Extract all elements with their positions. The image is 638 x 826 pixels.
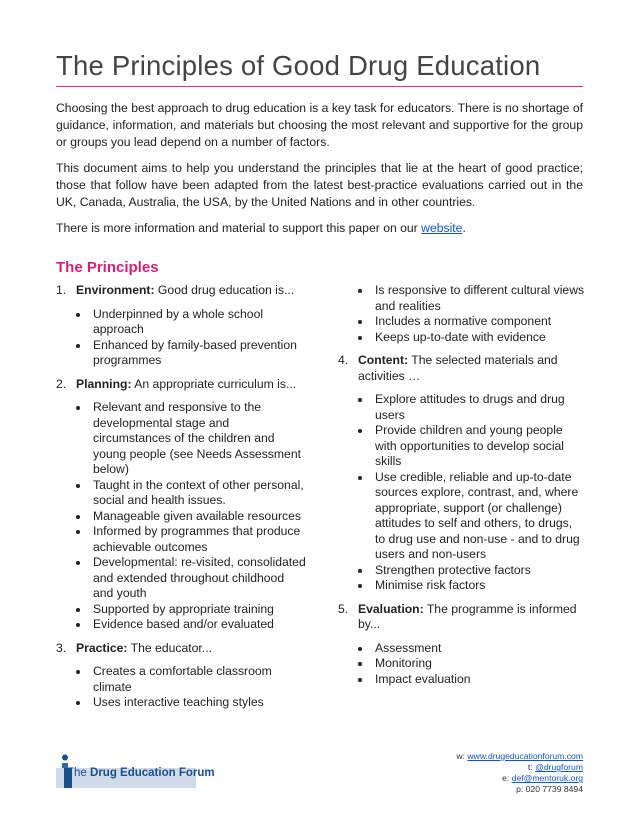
- principle-label: Evaluation:: [358, 601, 424, 616]
- contact-website: [456, 751, 583, 762]
- principle-evaluation: [338, 602, 585, 688]
- bullet-list: [56, 307, 306, 369]
- list-item: Informed by programmes that produce achievable outcomes: [56, 524, 306, 555]
- contact-email-link[interactable]: def@mentoruk.org: [511, 773, 583, 783]
- contact-phone-label: p:: [516, 784, 526, 794]
- principle-header: [338, 602, 585, 633]
- principle-text: An appropriate curriculum is...: [131, 376, 297, 391]
- principles-left-column: [56, 283, 306, 719]
- page-title: The Principles of Good Drug Education: [56, 50, 541, 81]
- list-item: Strengthen protective factors: [338, 563, 585, 579]
- list-item: Manageable given available resources: [56, 509, 306, 525]
- principle-label: Practice:: [76, 640, 128, 655]
- list-item: Underpinned by a whole school approach: [56, 307, 306, 338]
- principle-text: The selected materials and activities …: [358, 353, 558, 383]
- list-item: Use credible, reliable and up-to-date sources explore, contrast, and, where appropriate, support (or challenge) attitudes to self and others, to drugs, to drug use and non-use - and to drug users and non-users: [338, 470, 585, 563]
- intro-paragraph-3-text: There is more information and material to support this paper on our: [56, 221, 422, 235]
- list-item: Impact evaluation: [338, 672, 585, 688]
- bullet-list: [56, 400, 306, 633]
- contact-block: [456, 751, 583, 795]
- list-item: Enhanced by family-based prevention programmes: [56, 338, 306, 369]
- principle-label: Content:: [358, 353, 409, 367]
- contact-twitter-label: t:: [527, 762, 536, 772]
- principle-text: Good drug education is...: [154, 283, 295, 297]
- principle-environment: [56, 283, 306, 369]
- website-link[interactable]: website: [421, 221, 463, 235]
- contact-twitter-link[interactable]: @drugforum: [535, 762, 583, 772]
- principles-right-column: [338, 283, 585, 695]
- bullet-list-practice-continued: [338, 283, 585, 345]
- principle-header: [338, 353, 585, 384]
- contact-twitter: [456, 762, 583, 773]
- intro-section: [56, 100, 583, 246]
- principle-number: 4.: [338, 353, 349, 367]
- list-item: Keeps up-to-date with evidence: [338, 330, 585, 346]
- intro-paragraph-3-end: .: [462, 221, 466, 235]
- logo-prefix: The: [67, 767, 91, 779]
- list-item: Provide children and young people with opportunities to develop social skills: [338, 423, 585, 470]
- bullet-list: [338, 641, 585, 688]
- list-item: Includes a normative component: [338, 314, 585, 330]
- list-item: Is responsive to different cultural views and realities: [338, 283, 585, 314]
- list-item: Relevant and responsive to the developmental stage and circumstances of the children and young people (see Needs Assessment below): [56, 400, 306, 478]
- title-divider: [56, 86, 583, 87]
- principle-number: 3.: [56, 640, 67, 655]
- list-item: Assessment: [338, 641, 585, 657]
- principle-planning: [56, 377, 306, 633]
- principle-number: 2.: [56, 376, 67, 391]
- drug-education-forum-logo: [56, 754, 215, 788]
- logo-name: Drug Education Forum: [90, 767, 215, 779]
- list-item: Evidence based and/or evaluated: [56, 617, 306, 633]
- principle-label: Planning:: [76, 376, 132, 391]
- principles-heading: The Principles: [56, 259, 159, 276]
- contact-website-link[interactable]: www.drugeducationforum.com: [467, 751, 583, 761]
- bullet-list: [338, 392, 585, 594]
- principle-number: 1.: [56, 283, 67, 297]
- principle-practice: [56, 641, 306, 711]
- principle-content: [338, 353, 585, 594]
- contact-website-label: w:: [456, 751, 468, 761]
- list-item: Monitoring: [338, 656, 585, 672]
- intro-paragraph-3: [56, 220, 583, 237]
- contact-phone-value: 020 7739 8494: [525, 784, 583, 794]
- contact-phone: [456, 784, 583, 795]
- principle-header: [56, 377, 306, 393]
- intro-paragraph-2: This document aims to help you understand the principles that lie at the heart of good practice; those that follow have been adapted from the latest best-practice evaluations carried out in the UK, Canada, Australia, the USA, by the United Nations and in other countries.: [56, 161, 583, 209]
- intro-paragraph-1: Choosing the best approach to drug education is a key task for educators. There is no shortage of guidance, information, and materials but choosing the most relevant and supportive for the group or groups you lead depend on a number of factors.: [56, 101, 583, 149]
- list-item: Taught in the context of other personal, social and health issues.: [56, 478, 306, 509]
- principle-label: Environment:: [76, 283, 155, 297]
- contact-email: [456, 773, 583, 784]
- list-item: Uses interactive teaching styles: [56, 695, 306, 711]
- list-item: Developmental: re-visited, consolidated and extended throughout childhood and youth: [56, 555, 306, 602]
- principle-header: [56, 283, 306, 299]
- bullet-list: [56, 664, 306, 711]
- principle-text: The programme is informed by...: [358, 601, 577, 631]
- principle-header: [56, 641, 306, 657]
- principle-number: 5.: [338, 601, 349, 616]
- list-item: Minimise risk factors: [338, 578, 585, 594]
- list-item: Creates a comfortable classroom climate: [56, 664, 306, 695]
- list-item: Explore attitudes to drugs and drug users: [338, 392, 585, 423]
- contact-email-label: e:: [502, 773, 512, 783]
- principle-text: The educator...: [127, 640, 212, 655]
- list-item: Supported by appropriate training: [56, 602, 306, 618]
- logo-text: [67, 767, 215, 779]
